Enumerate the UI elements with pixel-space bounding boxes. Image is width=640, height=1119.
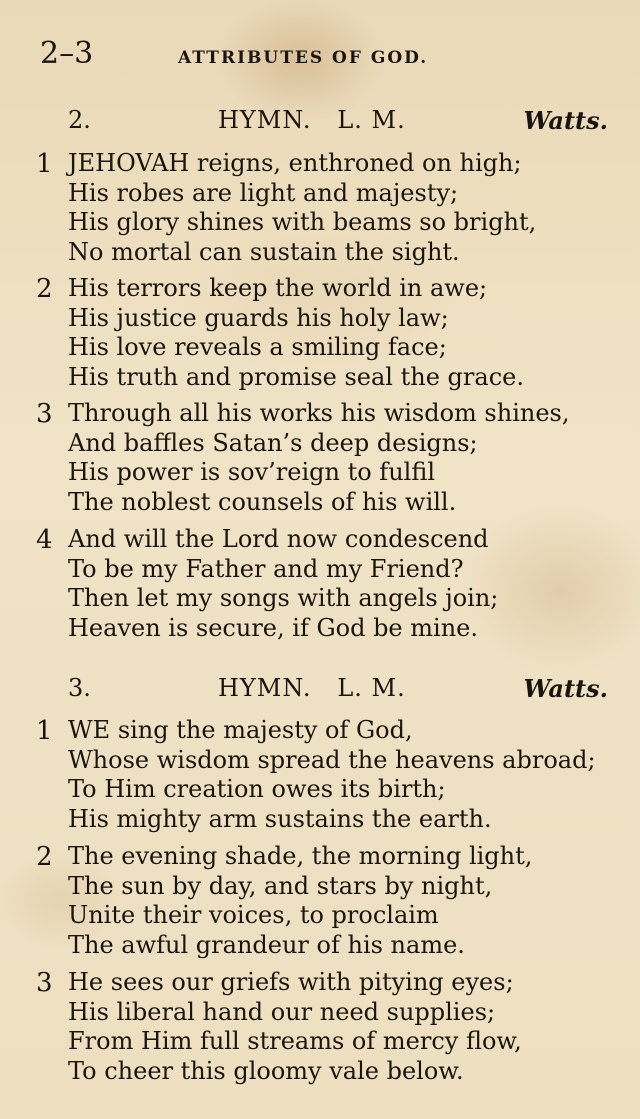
verse-line: The sun by day, and stars by night, <box>68 871 493 900</box>
stanza-lines <box>68 149 536 267</box>
hymn-2 <box>0 106 640 146</box>
hymn-meter: HYMN. L. M. <box>218 106 406 134</box>
hymn-meter: HYMN. L. M. <box>218 674 406 702</box>
stanza-lines <box>68 274 524 392</box>
verse-line: To cheer this gloomy vale below. <box>68 1056 464 1085</box>
verse-line: The evening shade, the morning light, <box>68 842 533 870</box>
stanza-lines <box>68 716 596 834</box>
section-title: ATTRIBUTES OF GOD. <box>178 48 429 68</box>
stanza-number: 1 <box>36 716 53 746</box>
verse-line: The awful grandeur of his name. <box>68 930 465 959</box>
verse-line: WE sing the majesty of God, <box>68 716 413 744</box>
hymn-number: 3. <box>68 674 91 702</box>
verse-line: His robes are light and majesty; <box>68 178 459 207</box>
verse-line: His truth and promise seal the grace. <box>68 362 524 391</box>
verse-line: Then let my songs with angels join; <box>68 584 499 612</box>
verse-line: From Him full streams of mercy flow, <box>68 1027 522 1055</box>
stanza-lines <box>68 842 532 960</box>
verse-line: No mortal can sustain the sight. <box>68 237 460 266</box>
verse-line: His justice guards his holy law; <box>68 303 449 332</box>
verse-line: He sees our griefs with pitying eyes; <box>68 968 514 996</box>
verse-line: Unite their voices, to proclaim <box>68 901 439 929</box>
hymn-3 <box>0 674 640 714</box>
verse-line: Whose wisdom spread the heavens abroad; <box>68 745 596 774</box>
verse-line: And baffles Satan’s deep designs; <box>68 428 478 457</box>
stanza-lines <box>68 525 498 643</box>
stanza-number: 2 <box>36 274 53 304</box>
stanza-number: 3 <box>36 968 53 998</box>
hymn-header <box>0 106 640 146</box>
verse-line: His love reveals a smiling face; <box>68 333 447 361</box>
stanza-number: 1 <box>36 149 53 179</box>
hymn-author: Watts. <box>523 106 608 135</box>
stanza-lines <box>68 399 569 517</box>
verse-line: To be my Father and my Friend? <box>68 554 464 583</box>
verse-line: JEHOVAH reigns, enthroned on high; <box>68 149 522 177</box>
verse-line: And will the Lord now condescend <box>68 525 489 553</box>
verse-line: His glory shines with beams so bright, <box>68 208 537 236</box>
stanza-number: 2 <box>36 842 53 872</box>
hymn-number: 2. <box>68 106 91 134</box>
verse-line: His liberal hand our need supplies; <box>68 997 496 1026</box>
stanza-number: 3 <box>36 399 53 429</box>
page-number: 2–3 <box>40 36 94 71</box>
stanza-lines <box>68 968 522 1086</box>
verse-line: Heaven is secure, if God be mine. <box>68 613 478 642</box>
verse-line: The noblest counsels of his will. <box>68 487 457 516</box>
verse-line: His mighty arm sustains the earth. <box>68 804 492 833</box>
verse-line: To Him creation owes its birth; <box>68 775 446 803</box>
verse-line: His power is sov’reign to fulfil <box>68 458 436 486</box>
hymn-header <box>0 674 640 714</box>
verse-line: His terrors keep the world in awe; <box>68 274 488 302</box>
stanza-number: 4 <box>36 525 53 555</box>
hymn-author: Watts. <box>523 674 608 703</box>
verse-line: Through all his works his wisdom shines, <box>68 399 570 427</box>
running-head <box>40 36 600 76</box>
